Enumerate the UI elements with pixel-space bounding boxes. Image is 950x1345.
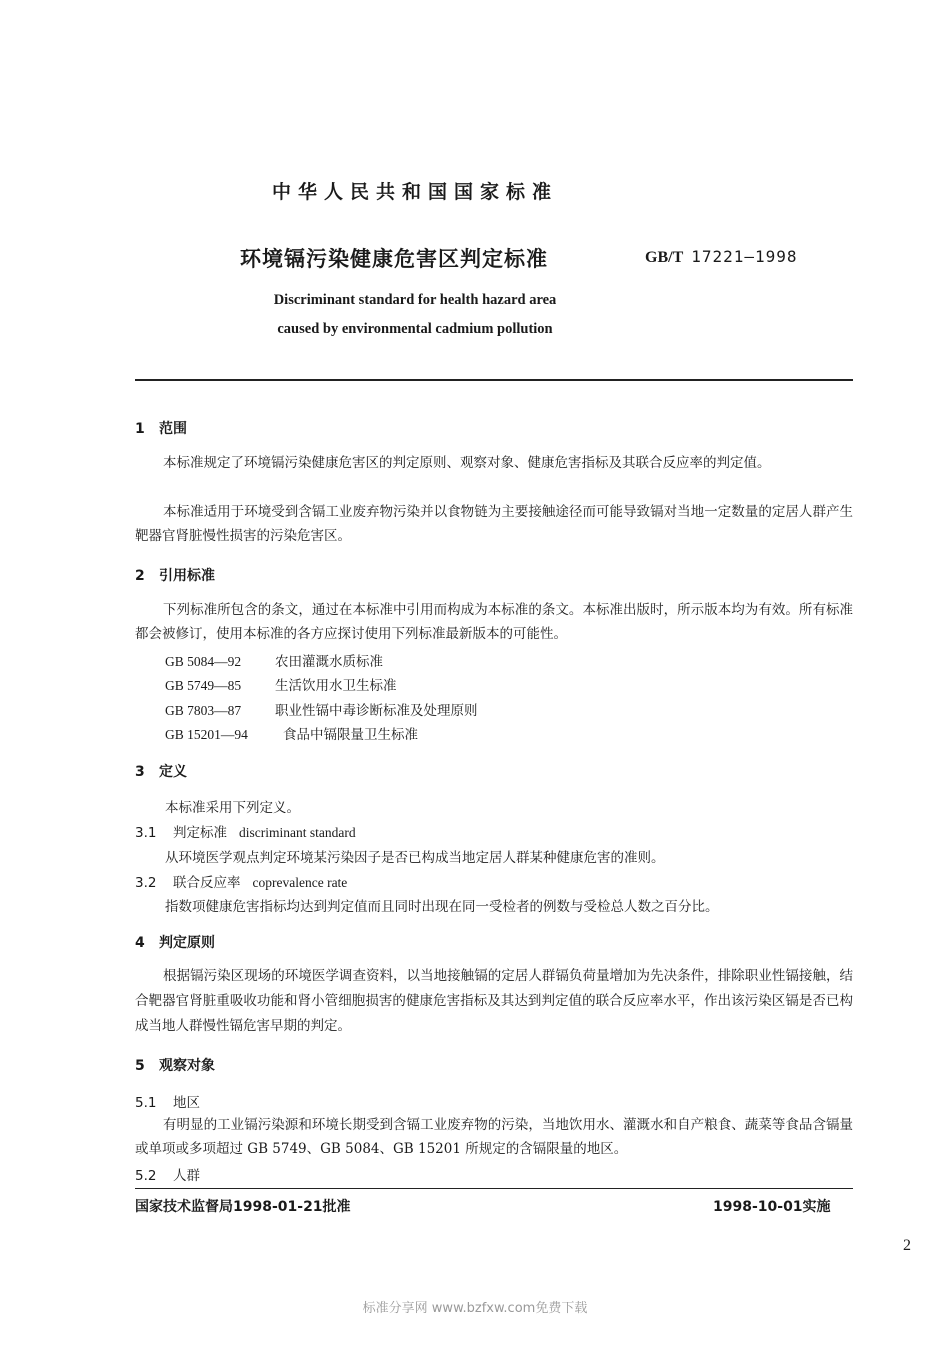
reference-name: 食品中镉限量卫生标准 (283, 727, 418, 743)
section-title: 引用标准 (159, 568, 215, 584)
section-1-paragraph-2 (135, 500, 853, 548)
standard-number (645, 247, 798, 267)
section-3-paragraph-1: 本标准采用下列定义。 (165, 800, 300, 816)
paragraph-text: 根据镉污染区现场的环境医学调查资料，以当地接触镉的定居人群镉负荷量增加为先决条件，排除职业性镉接触，结合靶器官肾脏重吸收功能和肾小管细胞损害的健康危害指标及其达到判定值的联合反应率水平，作出该污染区镉是否已构成当地人群慢性镉危害早期的判定。 (135, 968, 853, 1034)
section-3-heading (135, 761, 187, 781)
definition-term: 判定标准 (173, 825, 227, 841)
section-5-heading (135, 1055, 215, 1075)
reference-code: GB 5084—92 (165, 654, 242, 669)
section-number: 3 (135, 764, 145, 780)
page-number: 2 (903, 1237, 911, 1254)
section-title: 判定原则 (159, 935, 215, 951)
definition-number: 3.1 (135, 825, 157, 841)
standard-prefix: GB/T (645, 249, 684, 266)
reference-name: 职业性镉中毒诊断标准及处理原则 (275, 703, 478, 719)
definition-term: 联合反应率 (173, 875, 241, 891)
document-title-en-line2: caused by environmental cadmium pollution (277, 321, 553, 337)
subsection-5-1 (135, 1091, 200, 1111)
paragraph-text: 下列标准所包含的条文，通过在本标准中引用而构成为本标准的条文。本标准出版时，所示版本均为有效。所有标准都会被修订，使用本标准的各方应探讨使用下列标准最新版本的可能性。 (135, 602, 853, 642)
footer-divider (135, 1188, 853, 1189)
section-2-heading (135, 565, 215, 585)
section-number: 5 (135, 1058, 145, 1074)
definition-term-en: coprevalence rate (252, 875, 348, 890)
subsection-5-1-text (135, 1113, 853, 1161)
subsection-title: 人群 (173, 1168, 200, 1184)
section-1-heading (135, 418, 187, 438)
document-title-cn: 环境镉污染健康危害区判定标准 (240, 247, 548, 271)
subsection-number: 5.2 (135, 1168, 157, 1184)
section-title: 范围 (159, 421, 187, 437)
section-number: 2 (135, 568, 145, 584)
subsection-number: 5.1 (135, 1095, 157, 1111)
definition-3-1 (135, 821, 356, 841)
subsection-title: 地区 (173, 1095, 200, 1111)
watermark-text: 标准分享网 www.bzfxw.com免费下载 (362, 1301, 588, 1316)
reference-item (165, 674, 397, 694)
paragraph-text: 本标准规定了环境镉污染健康危害区的判定原则、观察对象、健康危害指标及其联合反应率的判定值。 (163, 455, 771, 471)
reference-item (165, 699, 478, 719)
standard-type-title: 中华人民共和国国家标准 (271, 181, 558, 203)
subsection-5-2 (135, 1164, 200, 1184)
section-title: 定义 (159, 764, 187, 780)
definition-term-en: discriminant standard (239, 825, 356, 840)
section-4-paragraph-1 (135, 964, 853, 1039)
definition-3-2-text: 指数项健康危害指标均达到判定值而且同时出现在同一受检者的例数与受检总人数之百分比。 (165, 899, 719, 915)
reference-code: GB 7803—87 (165, 703, 242, 718)
section-number: 1 (135, 421, 145, 437)
reference-name: 农田灌溉水质标准 (275, 654, 383, 670)
reference-name: 生活饮用水卫生标准 (275, 678, 397, 694)
implementation-date: 1998-10-01实施 (713, 1199, 831, 1215)
section-title: 观察对象 (159, 1058, 215, 1074)
header-divider (135, 379, 853, 381)
section-2-paragraph-1 (135, 598, 853, 646)
definition-number: 3.2 (135, 875, 157, 891)
section-1-paragraph-1 (135, 451, 853, 475)
definition-3-1-text: 从环境医学观点判定环境某污染因子是否已构成当地定居人群某种健康危害的准则。 (165, 850, 665, 866)
reference-code: GB 5749—85 (165, 678, 242, 693)
reference-item (165, 723, 418, 743)
approval-note: 国家技术监督局1998-01-21批准 (135, 1199, 351, 1215)
standard-code: 17221—1998 (691, 247, 798, 266)
section-4-heading (135, 932, 215, 952)
paragraph-text: 有明显的工业镉污染源和环境长期受到含镉工业废弃物的污染，当地饮用水、灌溉水和自产粮食、蔬菜等食品含镉量或单项或多项超过 GB 5749、GB 5084、GB 15201 所规定的含镉限量的地区。 (135, 1117, 853, 1157)
reference-item (165, 650, 383, 670)
document-title-en-line1: Discriminant standard for health hazard area (273, 292, 557, 308)
paragraph-text: 本标准适用于环境受到含镉工业废弃物污染并以食物链为主要接触途径而可能导致镉对当地一定数量的定居人群产生靶器官肾脏慢性损害的污染危害区。 (135, 504, 853, 544)
reference-code: GB 15201—94 (165, 727, 248, 742)
definition-3-2 (135, 871, 347, 891)
section-number: 4 (135, 935, 145, 951)
